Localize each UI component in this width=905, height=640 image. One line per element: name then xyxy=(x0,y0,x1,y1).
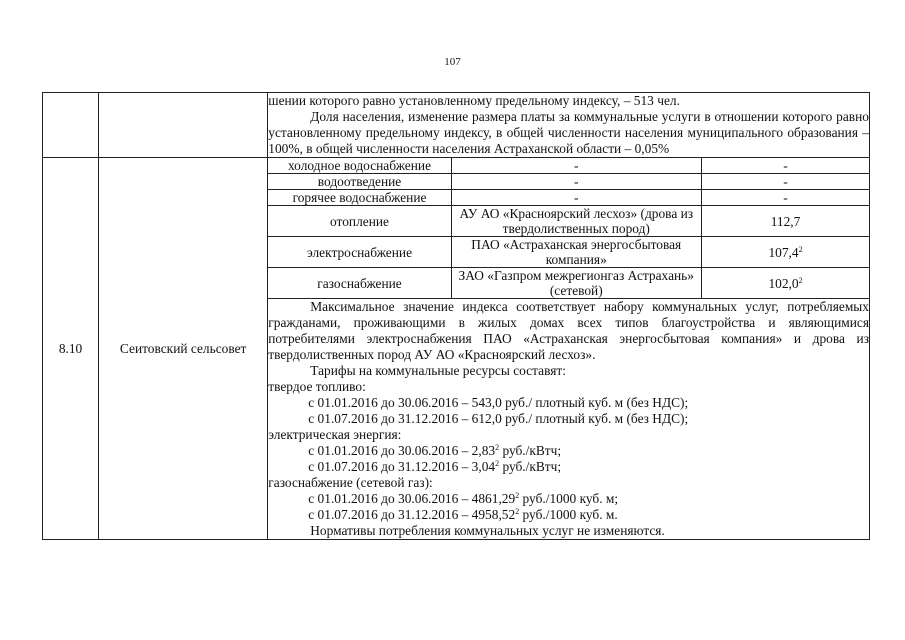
service-provider: - xyxy=(451,158,701,174)
service-row xyxy=(268,158,869,174)
footnote-marker: 2 xyxy=(495,443,500,452)
service-index: - xyxy=(701,174,869,190)
tariff-text: с 01.01.2016 до 30.06.2016 – 4861,29 xyxy=(308,491,516,506)
index-value: 102,0 xyxy=(768,275,799,291)
service-name: горячее водоснабжение xyxy=(268,190,451,206)
service-provider: - xyxy=(451,174,701,190)
service-provider: АУ АО «Красноярский лесхоз» (дрова из твердолиственных пород) xyxy=(451,206,701,237)
tariffs-intro: Тарифы на коммунальные ресурсы составят: xyxy=(310,363,566,378)
service-row xyxy=(268,268,869,299)
service-provider: ПАО «Астраханская энергосбытовая компания» xyxy=(451,237,701,268)
tariff-unit: руб./кВтч; xyxy=(499,443,562,458)
row-number: 8.10 xyxy=(43,158,99,540)
service-name: электроснабжение xyxy=(268,237,451,268)
service-name: газоснабжение xyxy=(268,268,451,299)
service-provider: - xyxy=(451,190,701,206)
tariff-unit: руб./1000 куб. м; xyxy=(519,491,619,506)
norms-note: Нормативы потребления коммунальных услуг не изменяются. xyxy=(310,523,665,538)
tariff-line xyxy=(268,459,869,475)
service-name: отопление xyxy=(268,206,451,237)
footnote-marker: 2 xyxy=(515,491,520,500)
continuation-text xyxy=(268,93,870,158)
tariff-line: с 01.01.2016 до 30.06.2016 – 543,0 руб./ плотный куб. м (без НДС); xyxy=(308,395,689,410)
tariff-line xyxy=(268,443,869,459)
table-row-continuation xyxy=(43,93,870,158)
tariff-line: с 01.07.2016 до 31.12.2016 – 612,0 руб./ плотный куб. м (без НДС); xyxy=(308,411,689,426)
footnote-marker: 2 xyxy=(515,507,520,516)
footnote-marker: 2 xyxy=(495,459,500,468)
service-name: холодное водоснабжение xyxy=(268,158,451,174)
table-row-8-10 xyxy=(43,158,870,299)
service-index: - xyxy=(701,190,869,206)
tariff-text: с 01.07.2016 до 31.12.2016 – 3,04 xyxy=(308,459,496,474)
tariff-text: с 01.01.2016 до 30.06.2016 – 2,83 xyxy=(308,443,496,458)
service-provider: ЗАО «Газпром межрегионгаз Астрахань» (сетевой) xyxy=(451,268,701,299)
footnote-marker: 2 xyxy=(798,275,803,285)
services-table xyxy=(268,158,869,298)
tariff-unit: руб./1000 куб. м. xyxy=(519,507,618,522)
text-paragraph: Доля населения, изменение размера платы за коммунальные услуги в отношении которого равно установленному предельному индексу, в общей численности населения муниципального образования – 100%, в общей численности населения Астраханской области – 0,05% xyxy=(268,109,869,156)
services-cell xyxy=(268,158,870,299)
service-index: 112,7 xyxy=(701,206,869,237)
page-number: 107 xyxy=(444,56,461,68)
solid-fuel-heading: твердое топливо: xyxy=(268,379,366,394)
description-cell xyxy=(268,299,870,540)
service-row xyxy=(268,190,869,206)
municipality-name: Сеитовский сельсовет xyxy=(99,158,268,540)
name-cell-empty xyxy=(99,93,268,158)
service-row xyxy=(268,237,869,268)
service-index: - xyxy=(701,158,869,174)
service-row xyxy=(268,174,869,190)
description-paragraph: Максимальное значение индекса соответствует набору коммунальных услуг, потребляемых гражданами, проживающими в жилых домах всех типов благоустройства и являющимися потребителями электроснабжения ПАО «Астраханская энергосбытовая компания» и дрова из твердолиственных пород АУ АО «Красноярский лесхоз». xyxy=(268,299,869,362)
tariff-text: с 01.07.2016 до 31.12.2016 – 4958,52 xyxy=(308,507,516,522)
service-name: водоотведение xyxy=(268,174,451,190)
footnote-marker: 2 xyxy=(798,244,803,254)
service-index xyxy=(701,268,869,299)
tariff-table xyxy=(42,92,870,540)
gas-heading: газоснабжение (сетевой газ): xyxy=(268,475,433,490)
service-row xyxy=(268,206,869,237)
tariff-line xyxy=(268,507,869,523)
electricity-heading: электрическая энергия: xyxy=(268,427,402,442)
service-index xyxy=(701,237,869,268)
index-value: 107,4 xyxy=(768,244,799,260)
text-paragraph: шении которого равно установленному предельному индексу, – 513 чел. xyxy=(268,93,680,108)
tariff-unit: руб./кВтч; xyxy=(499,459,562,474)
number-cell-empty xyxy=(43,93,99,158)
tariff-line xyxy=(268,491,869,507)
